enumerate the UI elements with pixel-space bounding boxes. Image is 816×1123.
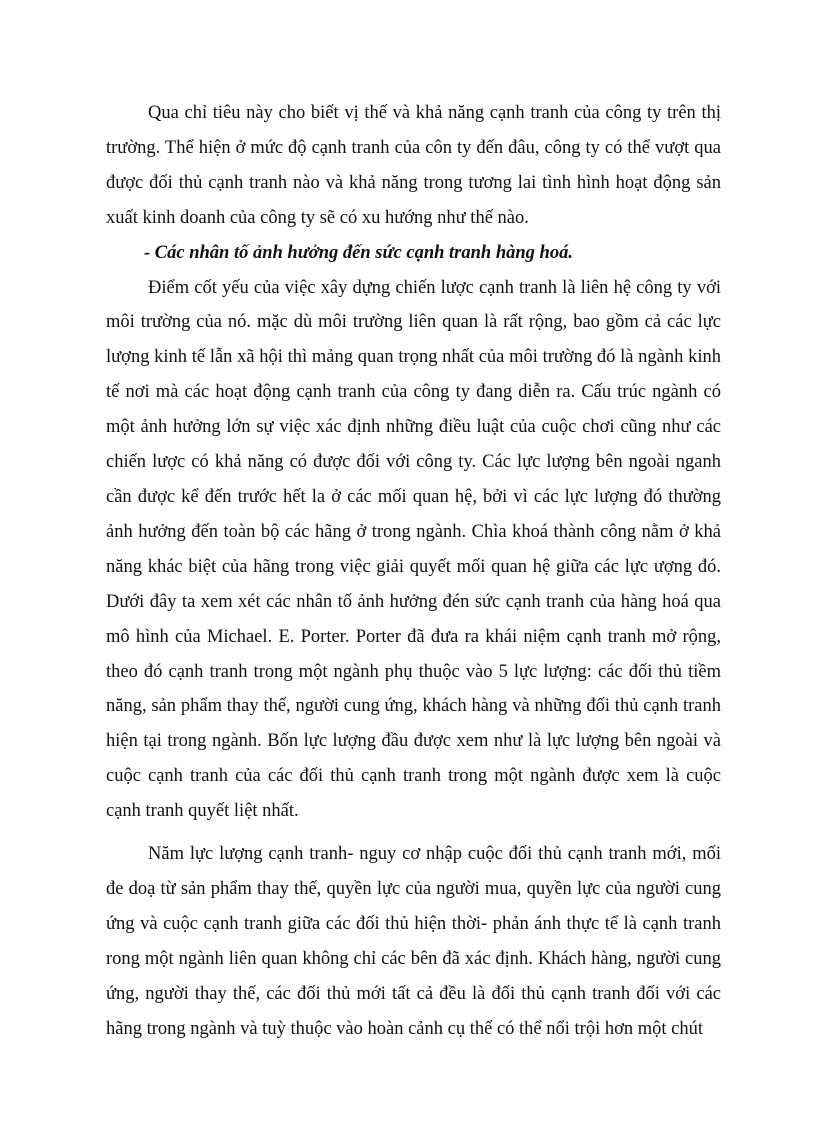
paragraph-five-forces: Năm lực lượng cạnh tranh- nguy cơ nhập cuộc đối thủ cạnh tranh mới, mối đe doạ từ sản phẩm thay thế, quyền lực của người mua, quyền lực của người cung ứng và cuộc cạnh tranh giữa các đối thủ hiện thời- phản ánh thực tế là cạnh tranh rong một ngành liên quan không chỉ các bên đã xác định. Khách hàng, người cung ứng, người thay thế, các đối thủ mới tất cả đều là đối thủ cạnh tranh đối với các hãng trong ngành và tuỳ thuộc vào hoàn cảnh cụ thể có thể nổi trội hơn một chút: [106, 844, 721, 1039]
paragraph-market-position: Qua chỉ tiêu này cho biết vị thế và khả năng cạnh tranh của công ty trên thị trường. Thể hiện ở mức độ cạnh tranh của côn ty đến đâu, công ty có thể vượt qua được đối thủ cạnh tranh nào và khả năng trong tương lai tình hình hoạt động sản xuất kinh doanh của công ty sẽ có xu hướng như thế nào.: [106, 103, 721, 228]
section-heading: - Các nhân tố ảnh hưởng đến sức cạnh tranh hàng hoá.: [144, 242, 573, 263]
document-body: [106, 96, 721, 1046]
paragraph-competitive-strategy: Điểm cốt yếu của việc xây dựng chiến lược cạnh tranh là liên hệ công ty với môi trường của nó. mặc dù môi trường liên quan là rất rộng, bao gồm cả các lực lượng kinh tế lẫn xã hội thì mảng quan trọng nhất của môi trường đó là ngành kinh tế nơi mà các hoạt động cạnh tranh của công ty đang diễn ra. Cấu trúc ngành có một ảnh hưởng lớn sự việc xác định những điều luật của cuộc chơi cũng như các chiến lược có khả năng có được đối với công ty. Các lực lượng bên ngoài nganh cần được kể đến trước hết la ở các mối quan hệ, bởi vì các lực lượng đó thường ảnh hưởng đến toàn bộ các hãng ở trong ngành. Chìa khoá thành công nằm ở khả năng khác biệt của hãng trong việc giải quyết mối quan hệ giữa các lực ượng đó. Dưới đây ta xem xét các nhân tố ảnh hưởng đén sức cạnh tranh của hàng hoá qua mô hình của Michael. E. Porter. Porter đã đưa ra khái niệm cạnh tranh mở rộng, theo đó cạnh tranh trong một ngành phụ thuộc vào 5 lực lượng: các đối thủ tiềm năng, sản phẩm thay thế, người cung ứng, khách hàng và những đối thủ cạnh tranh hiện tại trong ngành. Bốn lực lượng đầu được xem như là lực lượng bên ngoài và cuộc cạnh tranh của các đối thủ cạnh tranh trong một ngành được xem là cuộc cạnh tranh quyết liệt nhất.: [106, 277, 721, 822]
